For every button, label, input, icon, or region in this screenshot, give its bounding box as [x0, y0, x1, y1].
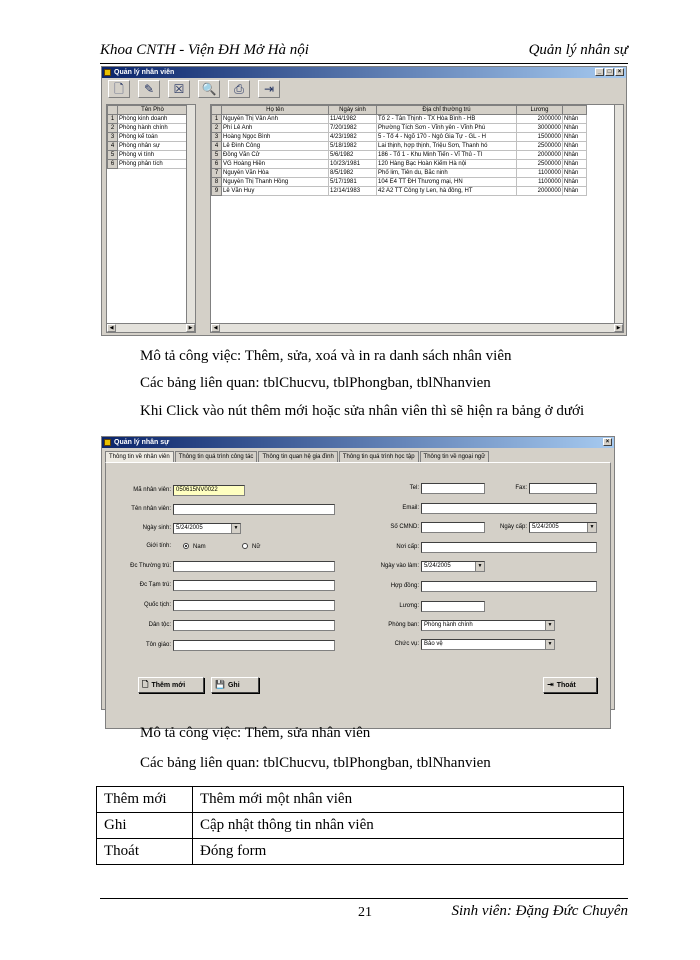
row-number: 6: [108, 160, 118, 169]
employee-position-cell[interactable]: Nhân: [563, 160, 587, 169]
table-row[interactable]: [108, 160, 188, 169]
employee-list-titlebar: [102, 67, 626, 78]
employee-form-titlebar: [102, 437, 614, 448]
exit-button[interactable]: [258, 80, 280, 98]
employee-salary-cell[interactable]: 2000000: [517, 187, 563, 196]
chevron-down-icon[interactable]: ▼: [545, 640, 554, 649]
dept-column-header[interactable]: Tên Phò: [118, 106, 188, 115]
row-number: 9: [212, 187, 222, 196]
scroll-right-icon[interactable]: ▶: [186, 324, 195, 332]
table-row[interactable]: [108, 151, 188, 160]
app-icon: [104, 69, 111, 76]
task-description-2: Mô tả công việc: Thêm, sửa nhân viên: [140, 725, 371, 741]
employee-position-cell[interactable]: Nhân: [563, 115, 587, 124]
perm-address-label: Đc Thường trú:: [130, 563, 171, 569]
employee-grid[interactable]: [210, 104, 624, 333]
edit-button[interactable]: [138, 80, 160, 98]
contract-field[interactable]: [421, 581, 597, 592]
employee-name-label: Tên nhân viên:: [131, 506, 171, 512]
new-icon: 🗋: [114, 82, 124, 96]
employee-address-cell[interactable]: Lai thịnh, hợp thịnh, Triệu Sơn, Thanh hó: [377, 142, 517, 151]
tab-languages[interactable]: Thông tin về ngoại ngữ: [420, 451, 490, 462]
radio-icon: [242, 543, 248, 549]
gender-female-radio[interactable]: [242, 543, 260, 552]
chevron-down-icon[interactable]: ▼: [587, 523, 596, 532]
print-button[interactable]: [228, 80, 250, 98]
salary-field[interactable]: [421, 601, 485, 612]
intro-text: Khi Click vào nút thêm mới hoặc sửa nhân viên thì sẽ hiện ra bảng ở dưới: [140, 403, 585, 419]
tab-family[interactable]: Thông tin quan hệ gia đình: [258, 451, 337, 462]
row-number: 7: [212, 169, 222, 178]
search-icon: 🔍: [201, 82, 217, 96]
employee-position-cell[interactable]: Nhân: [563, 169, 587, 178]
save-label: Ghi: [227, 682, 240, 689]
department-grid[interactable]: [106, 104, 196, 333]
row-number: 3: [108, 133, 118, 142]
page-header: [100, 42, 628, 64]
row-number: 4: [212, 142, 222, 151]
employee-dob-cell[interactable]: 5/6/1982: [329, 151, 377, 160]
action-cell: Thoát: [97, 839, 193, 865]
tab-education[interactable]: Thông tin quá trình học tập: [339, 451, 419, 462]
emp-vertical-scrollbar[interactable]: [614, 105, 623, 325]
employee-dob-cell[interactable]: 7/20/1982: [329, 124, 377, 133]
table-row: [97, 787, 624, 813]
radio-selected-icon: [183, 543, 189, 549]
issue-date-label: Ngày cấp:: [499, 524, 527, 530]
employee-dob-cell[interactable]: 5/18/1982: [329, 142, 377, 151]
join-date-value: 5/24/2005: [424, 563, 451, 569]
employee-dob-cell[interactable]: 10/23/1981: [329, 160, 377, 169]
address-column-header[interactable]: Địa chỉ thường trú: [377, 106, 517, 115]
employee-salary-cell[interactable]: 2500000: [517, 160, 563, 169]
search-button[interactable]: [198, 80, 220, 98]
temp-address-field[interactable]: [173, 580, 335, 591]
add-new-button[interactable]: [138, 677, 204, 693]
issue-date-value: 5/24/2005: [532, 524, 559, 530]
employee-dob-cell[interactable]: 4/23/1982: [329, 133, 377, 142]
ethnicity-field[interactable]: [173, 620, 335, 631]
department-name-cell[interactable]: Phòng hành chính: [118, 124, 188, 133]
employee-dob-cell[interactable]: 11/4/1982: [329, 115, 377, 124]
position-value: Bảo vệ: [424, 641, 443, 647]
temp-address-label: Đc Tạm trú:: [139, 582, 171, 588]
employee-address-cell[interactable]: Tổ 2 - Tân Thịnh - TX Hòa Bình - HB: [377, 115, 517, 124]
chevron-down-icon[interactable]: ▼: [231, 524, 240, 533]
fax-label: Fax:: [515, 485, 527, 491]
join-date-picker[interactable]: [421, 561, 485, 572]
employee-name-cell[interactable]: Nguyễn Thị Vân Anh: [222, 115, 329, 124]
row-number: 1: [212, 115, 222, 124]
employee-name-cell[interactable]: Đồng Văn Cử: [222, 151, 329, 160]
tel-label: Tel:: [409, 485, 419, 491]
exit-icon: ⇥: [547, 680, 554, 689]
header-title: Quản lý nhân sự: [528, 42, 628, 58]
scroll-left-icon[interactable]: ◀: [211, 324, 220, 332]
email-field[interactable]: [421, 503, 597, 514]
issue-place-field[interactable]: [421, 542, 597, 553]
employee-list-title: Quản lý nhân viên: [114, 69, 175, 76]
salary-label: Lương:: [399, 603, 419, 609]
fax-field[interactable]: [529, 483, 597, 494]
row-number: 3: [212, 133, 222, 142]
perm-address-field[interactable]: [173, 561, 335, 572]
table-row[interactable]: [108, 142, 188, 151]
issue-place-label: Nơi cấp:: [396, 544, 419, 550]
religion-label: Tôn giáo:: [145, 642, 171, 648]
join-date-label: Ngày vào làm:: [380, 563, 419, 569]
meaning-cell: Thêm mới một nhân viên: [193, 787, 624, 813]
gender-male-radio[interactable]: [183, 543, 206, 552]
emp-horizontal-scrollbar[interactable]: [211, 323, 623, 332]
print-icon: ⎙: [234, 82, 244, 96]
table-row[interactable]: [212, 169, 587, 178]
new-button[interactable]: [108, 80, 130, 98]
table-row[interactable]: [212, 115, 587, 124]
employee-form-window: [101, 436, 615, 710]
table-row[interactable]: [108, 115, 188, 124]
maximize-button[interactable]: □: [605, 68, 614, 76]
employee-position-cell[interactable]: Nhân: [563, 133, 587, 142]
button-description-table: [96, 786, 624, 865]
employee-salary-cell[interactable]: 2000000: [517, 115, 563, 124]
employee-name-cell[interactable]: Lê Văn Huy: [222, 187, 329, 196]
row-number: 5: [108, 151, 118, 160]
employee-address-cell[interactable]: 104 E4 TT ĐH Thương mại, HN: [377, 178, 517, 187]
scroll-right-icon[interactable]: ▶: [614, 324, 623, 332]
form-tabs: [105, 451, 489, 462]
religion-field[interactable]: [173, 640, 335, 651]
table-row[interactable]: [212, 133, 587, 142]
employee-position-cell[interactable]: Nhân: [563, 151, 587, 160]
save-icon: 💾: [215, 680, 225, 689]
row-number: 5: [212, 151, 222, 160]
dob-column-header[interactable]: Ngày sinh: [329, 106, 377, 115]
page-footer: [100, 898, 628, 922]
table-row: [97, 839, 624, 865]
position-label: Chức vụ:: [394, 641, 419, 647]
save-button[interactable]: [211, 677, 259, 693]
exit-label: Thoát: [556, 682, 576, 689]
department-name-cell[interactable]: Phòng kế toán: [118, 133, 188, 142]
employee-address-cell[interactable]: 120 Hàng Bạc Hoàn Kiếm Hà nội: [377, 160, 517, 169]
row-number: 6: [212, 160, 222, 169]
gender-female-label: Nữ: [252, 544, 261, 550]
ethnicity-label: Dân tộc:: [148, 622, 171, 628]
employee-name-cell[interactable]: Phí Lê Anh: [222, 124, 329, 133]
employee-position-cell[interactable]: Nhân: [563, 187, 587, 196]
table-row[interactable]: [212, 151, 587, 160]
employee-address-cell[interactable]: Phường Tích Sơn - Vĩnh yên - Vĩnh Phú: [377, 124, 517, 133]
row-number: 8: [212, 178, 222, 187]
gender-male-label: Nam: [193, 544, 206, 550]
table-row[interactable]: [212, 178, 587, 187]
employee-salary-cell[interactable]: 3000000: [517, 124, 563, 133]
close-button[interactable]: ×: [603, 438, 612, 446]
employee-position-cell[interactable]: Nhân: [563, 124, 587, 133]
row-number: 2: [108, 124, 118, 133]
new-document-icon: 🗋: [142, 680, 149, 689]
id-card-label: Số CMND:: [390, 524, 419, 530]
employee-address-cell[interactable]: 186 - Tổ 1 - Khu Minh Tiến - Vĩ Thủ - TI: [377, 151, 517, 160]
employee-id-field[interactable]: 050615NV0022: [173, 485, 245, 496]
gender-label: Giới tính:: [146, 543, 171, 549]
header-faculty: Khoa CNTH - Viện ĐH Mở Hà nội: [100, 42, 309, 58]
employee-form-title: Quản lý nhân sự: [114, 439, 170, 446]
employee-salary-cell[interactable]: 1100000: [517, 178, 563, 187]
dept-vertical-scrollbar[interactable]: [186, 105, 195, 325]
table-row[interactable]: [212, 124, 587, 133]
tel-field[interactable]: [421, 483, 485, 494]
name-column-header[interactable]: Họ tên: [222, 106, 329, 115]
department-name-cell[interactable]: Phòng phân tích: [118, 160, 188, 169]
employee-info-panel: [105, 462, 611, 729]
employee-salary-cell[interactable]: 2500000: [517, 142, 563, 151]
employee-id-label: Mã nhân viên:: [133, 487, 171, 493]
nationality-label: Quốc tịch:: [143, 602, 171, 608]
employee-address-cell[interactable]: 42 A2 TT Công ty Len, hà đông, HT: [377, 187, 517, 196]
related-tables-2: Các bảng liên quan: tblChucvu, tblPhongban, tblNhanvien: [140, 755, 491, 771]
employee-address-cell[interactable]: Phố lim, Tiên du, Bắc ninh: [377, 169, 517, 178]
salary-column-header[interactable]: Lương: [517, 106, 563, 115]
employee-salary-cell[interactable]: 1100000: [517, 169, 563, 178]
department-select[interactable]: [421, 620, 555, 631]
delete-button[interactable]: [168, 80, 190, 98]
department-name-cell[interactable]: Phòng vi tính: [118, 151, 188, 160]
employee-dob-cell[interactable]: 5/17/1981: [329, 178, 377, 187]
task-description-1: Mô tả công việc: Thêm, sửa, xoá và in ra danh sách nhân viên: [140, 348, 512, 364]
dob-picker[interactable]: [173, 523, 241, 534]
exit-icon: ⇥: [263, 82, 275, 96]
contract-label: Hợp đồng:: [390, 583, 419, 589]
table-row[interactable]: [108, 124, 188, 133]
row-number: 4: [108, 142, 118, 151]
table-row[interactable]: [212, 160, 587, 169]
tab-work-history[interactable]: Thông tin quá trình công tác: [175, 451, 258, 462]
row-number: 1: [108, 115, 118, 124]
employee-name-cell[interactable]: Hoàng Ngọc Bình: [222, 133, 329, 142]
table-row: [97, 813, 624, 839]
issue-date-picker[interactable]: [529, 522, 597, 533]
action-cell: Ghi: [97, 813, 193, 839]
delete-icon: ☒: [173, 82, 185, 96]
nationality-field[interactable]: [173, 600, 335, 611]
employee-name-cell[interactable]: Lê Đình Công: [222, 142, 329, 151]
meaning-cell: Cập nhật thông tin nhân viên: [193, 813, 624, 839]
scroll-left-icon[interactable]: ◀: [107, 324, 116, 332]
employee-salary-cell[interactable]: 1500000: [517, 133, 563, 142]
meaning-cell: Đóng form: [193, 839, 624, 865]
table-row[interactable]: [108, 133, 188, 142]
chevron-down-icon[interactable]: ▼: [475, 562, 484, 571]
row-number: 2: [212, 124, 222, 133]
page-number: 21: [358, 905, 372, 920]
employee-position-cell[interactable]: Nhân: [563, 142, 587, 151]
related-tables-1: Các bảng liên quan: tblChucvu, tblPhongban, tblNhanvien: [140, 375, 491, 391]
table-row[interactable]: [212, 142, 587, 151]
position-select[interactable]: [421, 639, 555, 650]
dept-horizontal-scrollbar[interactable]: [107, 323, 195, 332]
department-value: Phòng hành chính: [424, 622, 473, 628]
employee-name-cell[interactable]: Nguyễn Văn Hòa: [222, 169, 329, 178]
exit-form-button[interactable]: [543, 677, 597, 693]
action-cell: Thêm mới: [97, 787, 193, 813]
department-name-cell[interactable]: Phòng nhân sự: [118, 142, 188, 151]
employee-name-cell[interactable]: VG Hoàng Hiền: [222, 160, 329, 169]
employee-name-cell[interactable]: Nguyễn Thị Thanh Hồng: [222, 178, 329, 187]
close-button[interactable]: ×: [615, 68, 624, 76]
app-icon: [104, 439, 111, 446]
tab-employee-info[interactable]: Thông tin về nhân viên: [105, 451, 174, 462]
employee-dob-cell[interactable]: 8/5/1982: [329, 169, 377, 178]
add-new-label: Thêm mới: [151, 682, 186, 689]
department-name-cell[interactable]: Phòng kinh doanh: [118, 115, 188, 124]
employee-position-cell[interactable]: Nhân: [563, 178, 587, 187]
dob-label: Ngày sinh:: [142, 525, 171, 531]
employee-name-field[interactable]: [173, 504, 335, 515]
table-row[interactable]: [212, 187, 587, 196]
employee-address-cell[interactable]: 5 - Tổ 4 - Ngõ 170 - Ngô Gia Tự - GL - H: [377, 133, 517, 142]
student-name: Sinh viên: Đặng Đức Chuyên: [451, 903, 628, 919]
employee-list-window: [101, 66, 627, 336]
minimize-button[interactable]: _: [595, 68, 604, 76]
dob-value: 5/24/2005: [176, 525, 203, 531]
department-label: Phòng ban:: [388, 622, 419, 628]
employee-salary-cell[interactable]: 2000000: [517, 151, 563, 160]
id-card-field[interactable]: [421, 522, 485, 533]
email-label: Email:: [402, 505, 419, 511]
chevron-down-icon[interactable]: ▼: [545, 621, 554, 630]
employee-dob-cell[interactable]: 12/14/1983: [329, 187, 377, 196]
edit-icon: ✎: [143, 82, 155, 96]
